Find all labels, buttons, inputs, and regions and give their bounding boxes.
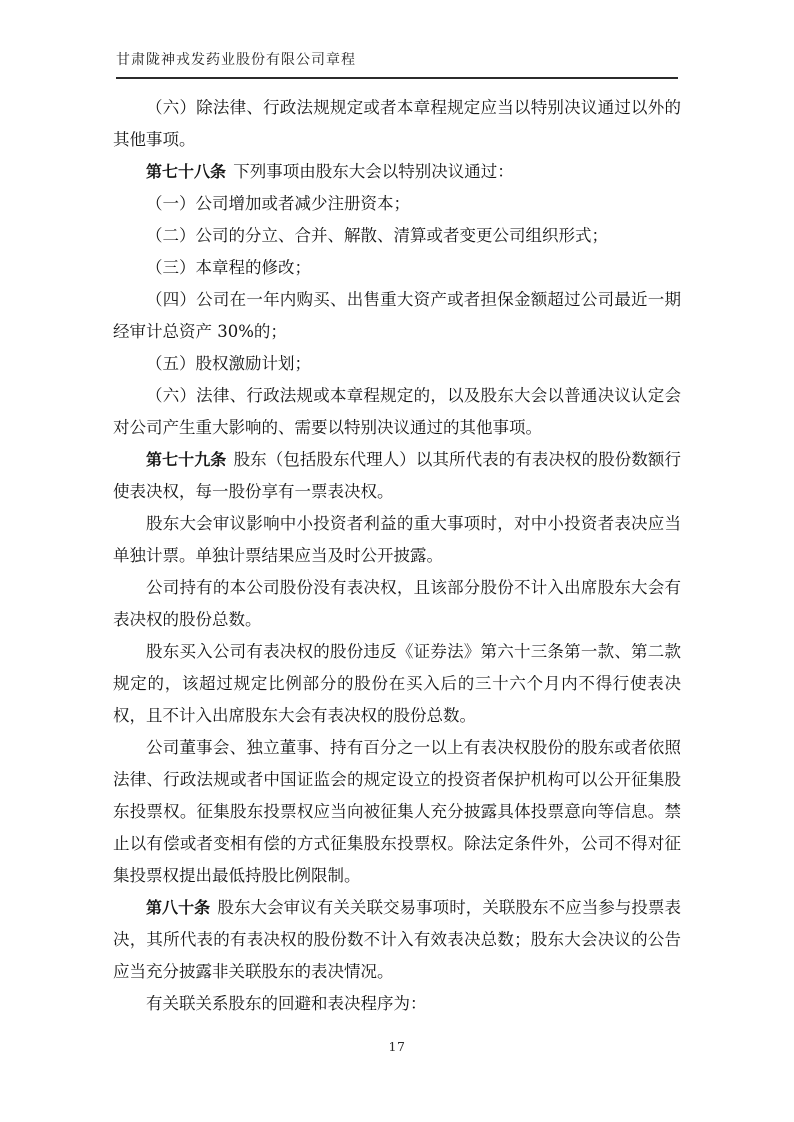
document-title: 甘肃陇神戎发药业股份有限公司章程	[116, 52, 356, 68]
paragraph	[113, 444, 681, 508]
paragraph	[113, 220, 681, 252]
paragraph-text: （一）公司增加或者减少注册资本；	[146, 194, 410, 213]
paragraph	[113, 892, 681, 988]
page-footer	[0, 1036, 794, 1055]
paragraph-text: （三）本章程的修改；	[146, 258, 311, 277]
paragraph	[113, 380, 681, 444]
document-body	[113, 92, 681, 1020]
page-header	[116, 50, 678, 79]
paragraph	[113, 92, 681, 156]
paragraph	[113, 252, 681, 284]
paragraph	[113, 508, 681, 572]
paragraph	[113, 732, 681, 892]
article-number: 第八十条	[146, 898, 211, 917]
paragraph-text: 公司持有的本公司股份没有表决权，且该部分股份不计入出席股东大会有表决权的股份总数。	[113, 578, 681, 629]
paragraph-text: 股东买入公司有表决权的股份违反《证券法》第六十三条第一款、第二款规定的，该超过规定比例部分的股份在买入后的三十六个月内不得行使表决权，且不计入出席股东大会有表决权的股份总数。	[113, 642, 681, 725]
paragraph	[113, 284, 681, 348]
paragraph-text: （二）公司的分立、合并、解散、清算或者变更公司组织形式；	[146, 226, 608, 245]
article-number: 第七十八条	[146, 162, 227, 181]
paragraph-text: 股东大会审议影响中小投资者利益的重大事项时，对中小投资者表决应当单独计票。单独计票结果应当及时公开披露。	[113, 514, 681, 565]
paragraph-text: （六）除法律、行政法规规定或者本章程规定应当以特别决议通过以外的其他事项。	[113, 98, 681, 149]
paragraph	[113, 636, 681, 732]
paragraph-text: 有关联关系股东的回避和表决程序为：	[146, 994, 427, 1013]
paragraph-text: （六）法律、行政法规或本章程规定的，以及股东大会以普通决议认定会对公司产生重大影响的、需要以特别决议通过的其他事项。	[113, 386, 681, 437]
paragraph-text: （四）公司在一年内购买、出售重大资产或者担保金额超过公司最近一期经审计总资产 30%的；	[113, 290, 681, 341]
paragraph-text: 公司董事会、独立董事、持有百分之一以上有表决权股份的股东或者依照法律、行政法规或者中国证监会的规定设立的投资者保护机构可以公开征集股东投票权。征集股东投票权应当向被征集人充分披露具体投票意向等信息。禁止以有偿或者变相有偿的方式征集股东投票权。除法定条件外，公司不得对征集投票权提出最低持股比例限制。	[113, 738, 681, 885]
paragraph	[113, 188, 681, 220]
paragraph	[113, 988, 681, 1020]
paragraph-text: 下列事项由股东大会以特别决议通过：	[233, 162, 514, 181]
paragraph-text: （五）股权激励计划；	[146, 354, 311, 373]
page-number: 17	[388, 1039, 406, 1054]
paragraph	[113, 572, 681, 636]
paragraph	[113, 348, 681, 380]
paragraph-text: 股东（包括股东代理人）以其所代表的有表决权的股份数额行使表决权，每一股份享有一票表决权。	[113, 450, 681, 501]
article-number: 第七十九条	[146, 450, 227, 469]
paragraph-text: 股东大会审议有关关联交易事项时，关联股东不应当参与投票表决，其所代表的有表决权的股份数不计入有效表决总数；股东大会决议的公告应当充分披露非关联股东的表决情况。	[113, 898, 681, 981]
paragraph	[113, 156, 681, 188]
